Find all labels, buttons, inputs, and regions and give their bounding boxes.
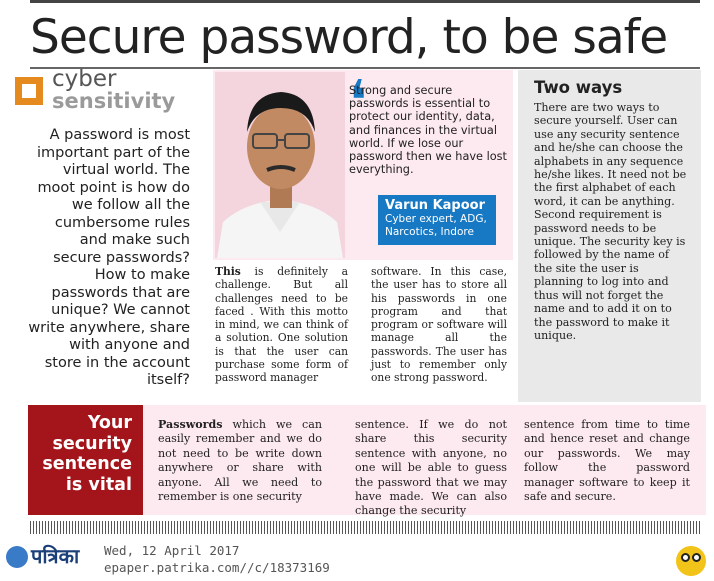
quote-mark-icon: ❛	[349, 69, 368, 134]
pull-quote: Strong and secure passwords is essential to protect our identity, data, and finances in the virtual world. If we lose our password then we have lost everything.	[349, 84, 507, 177]
vital-column-2: sentence. If we do not share this security sentence with anyone, no one will be able to guess the password that we may have made. We can also change the security	[355, 418, 507, 518]
section-logo-inner	[22, 84, 36, 98]
patrika-logo-text: पत्रिका	[31, 544, 80, 568]
section-label-cyber: cyber	[52, 66, 117, 92]
body-column-2: software. In this case, the user has to store all his passwords in one program and that program or software will manage all the passwords. The user has just to remember only one strong password.	[371, 265, 507, 385]
footer-dateline	[104, 542, 330, 576]
owl-eye-left	[681, 553, 690, 562]
vital-column-3: sentence from time to time and hence reset and change our passwords. We may follow the password manager software to keep it safe and secure.	[524, 418, 690, 504]
vital-heading: Your security sentence is vital	[42, 413, 132, 495]
top-rule	[30, 0, 700, 3]
patrika-logo-icon	[6, 546, 28, 568]
portrait-photo	[215, 72, 345, 258]
owl-mascot-icon	[676, 546, 706, 576]
vital-col1-text: which we can easily remember and we do not need to be write down anywhere or share with anyone. All we need to remember is one security	[158, 418, 322, 504]
body-col1-text: is definitely a challenge. But all challenges need to be faced . With this motto in mind, we can think of a solution. One solution is that the user can purchase some form of password manager	[215, 265, 348, 385]
author-name: Varun Kapoor	[385, 198, 485, 213]
author-role: Cyber expert, ADG, Narcotics, Indore	[385, 213, 487, 238]
owl-eye-right	[692, 553, 701, 562]
footer-date: Wed, 12 April 2017	[104, 543, 240, 558]
footer-barcode	[30, 521, 700, 534]
vital-column-1	[158, 418, 322, 504]
footer-url[interactable]: epaper.patrika.com//c/18373169	[104, 560, 330, 575]
body-lead: This	[215, 265, 241, 278]
body-column-1	[215, 265, 348, 385]
section-label-sensitivity: sensitivity	[52, 89, 176, 113]
intro-paragraph: A password is most important part of the virtual world. The moot point is how do we follow all the cumbersome rules and make such secure passwords? How to make passwords that are unique? We cannot write anywhere, share with anyone and store in the account itself?	[28, 127, 190, 388]
headline: Secure password, to be safe	[30, 10, 668, 65]
vital-lead: Passwords	[158, 418, 223, 431]
two-ways-title: Two ways	[534, 78, 623, 97]
two-ways-text: There are two ways to secure yourself. User can use any security sentence and he/she can choose the alphabets in any sequence he/she likes. It need not be the first alphabet of each word, it can be anything. Second requirement is password needs to be unique. The security key is followed by the name of the site the user is planning to log into and thus will not forget the name and to add it on to the password to make it unique.	[534, 101, 687, 342]
